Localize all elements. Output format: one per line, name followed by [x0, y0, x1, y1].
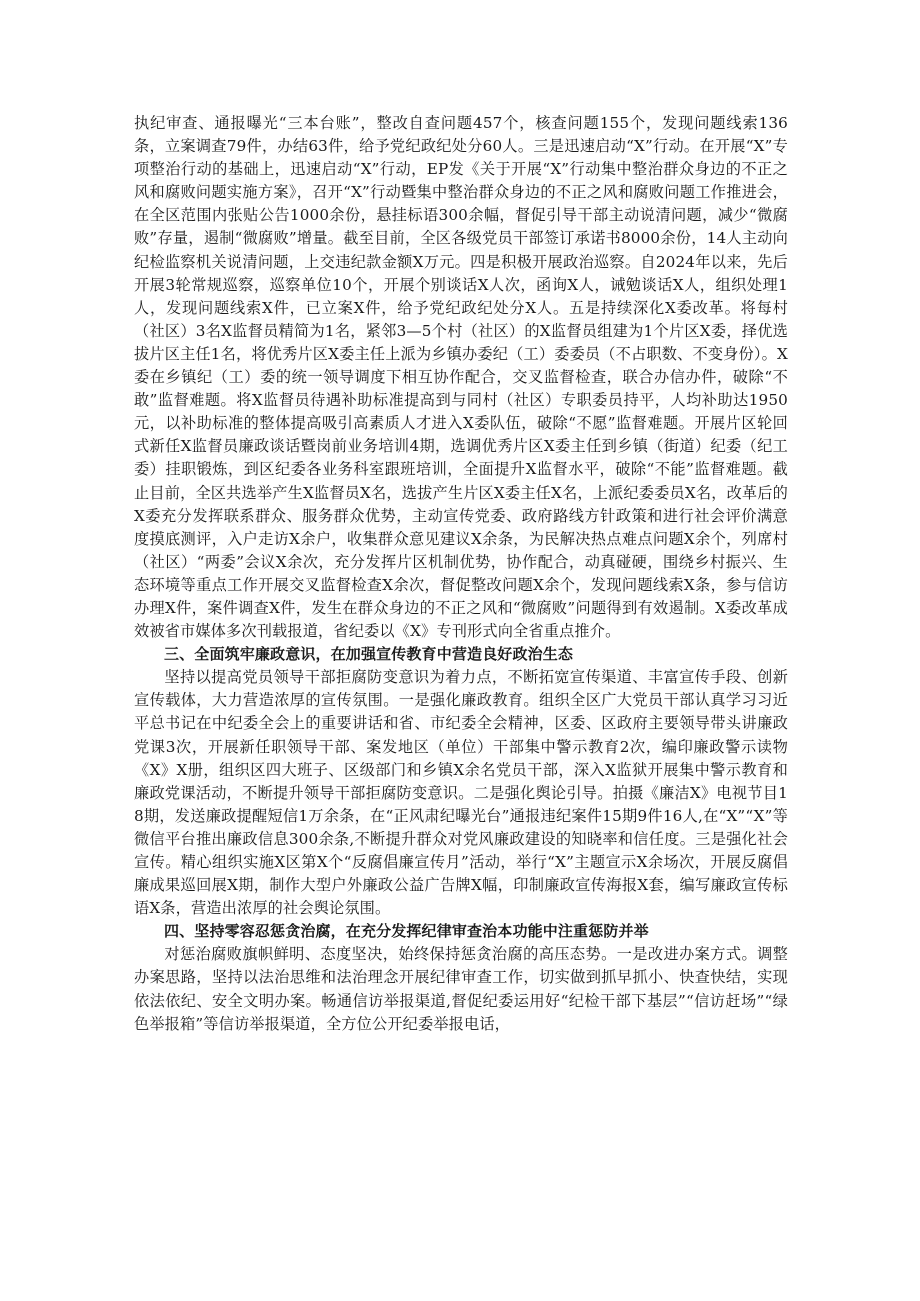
section-heading-4: 四、坚持零容忍惩贪治腐，在充分发挥纪律审查治本功能中注重惩防并举 — [164, 922, 649, 941]
section-heading-3: 三、全面筑牢廉政意识，在加强宣传教育中营造良好政治生态 — [164, 645, 574, 664]
body-paragraph-4: 对惩治腐败旗帜鲜明、态度坚决，始终保持惩贪治腐的高压态势。一是改进办案方式。调整办案思路，坚持以法治思维和法治理念开展纪律审查工作，切实做到抓早抓小、快查快结，实现依法依纪、安全文明办案。畅通信访举报渠道,督促纪委运用好“纪检干部下基层”“信访赶场”“绿色举报箱”等信访举报渠道，全方位公开纪委举报电话， — [134, 945, 788, 1033]
document-page — [134, 112, 788, 1036]
body-paragraph-3: 坚持以提高党员领导干部拒腐防变意识为着力点，不断拓宽宣传渠道、丰富宣传手段、创新宣传载体，大力营造浓厚的宣传氛围。一是强化廉政教育。组织全区广大党员干部认真学习习近平总书记在中纪委全会上的重要讲话和省、市纪委全会精神，区委、区政府主要领导带头讲廉政党课3次，开展新任职领导干部、案发地区（单位）干部集中警示教育2次，编印廉政警示读物《X》X册，组织区四大班子、区级部门和乡镇X余名党员干部，深入X监狱开展集中警示教育和廉政党课活动，不断提升领导干部拒腐防变意识。二是强化舆论引导。拍摄《廉洁X》电视节目18期，发送廉政提醒短信1万余条，在“正风肃纪曝光台”通报违纪案件15期9件16人,在“X”“X”等微信平台推出廉政信息300余条,不断提升群众对党风廉政建设的知晓率和信任度。三是强化社会宣传。精心组织实施X区第X个“反腐倡廉宣传月”活动，举行“X”主题宣示X余场次，开展反腐倡廉成果巡回展X期，制作大型户外廉政公益广告牌X幅，印制廉政宣传海报X套，编写廉政宣传标语X条，营造出浓厚的社会舆论氛围。 — [134, 668, 788, 918]
body-paragraph-continued: 执纪审查、通报曝光“三本台账”，整改自查问题457个，核查问题155个，发现问题线索136条，立案调查79件，办结63件，给予党纪政纪处分60人。三是迅速启动“X”行动。在开展“X”专项整治行动的基础上，迅速启动“X”行动，EP发《关于开展“X”行动集中整治群众身边的不正之风和腐败问题实施方案》，召开“X”行动暨集中整治群众身边的不正之风和腐败问题工作推进会，在全区范围内张贴公告1000余份，悬挂标语300余幅，督促引导干部主动说清问题，减少“微腐败”存量，遏制“微腐败”增量。截至目前，全区各级党员干部签订承诺书8000余份，14人主动向纪检监察机关说清问题，上交违纪款金额X万元。四是积极开展政治巡察。自2024年以来，先后开展3轮常规巡察，巡察单位10个，开展个别谈话X人次，函询X人，诫勉谈话X人，组织处理1人，发现问题线索X件，已立案X件，给予党纪政纪处分X人。五是持续深化X委改革。将每村（社区）3名X监督员精简为1名，紧邻3—5个村（社区）的X监督员组建为1个片区X委，择优选拔片区主任1名，将优秀片区X委主任上派为乡镇办委纪（工）委委员（不占职数、不变身份）。X委在乡镇纪（工）委的统一领导调度下相互协作配合，交叉监督检查，联合办信办件，破除“不敢”监督难题。将X监督员待遇补助标准提高到与同村（社区）专职委员持平，人均补助达1950元，以补助标准的整体提高吸引高素质人才进入X委队伍，破除“不愿”监督难题。开展片区轮回式新任X监督员廉政谈话暨岗前业务培训4期，选调优秀片区X委主任到乡镇（街道）纪委（纪工委）挂职锻炼，到区纪委各业务科室跟班培训，全面提升X监督水平，破除“不能”监督难题。截止目前，全区共选举产生X监督员X名，选拔产生片区X委主任X名，上派纪委委员X名，改革后的X委充分发挥联系群众、服务群众优势，主动宣传党委、政府路线方针政策和进行社会评价满意度摸底测评，入户走访X余户，收集群众意见建议X余条，为民解决热点难点问题X余个，列席村（社区）“两委”会议X余次，充分发挥片区机制优势，协作配合，动真碰硬，围绕乡村振兴、生态环境等重点工作开展交叉监督检查X余次，督促整改问题X余个，发现问题线索X条，参与信访办理X件，案件调查X件，发生在群众身边的不正之风和“微腐败”问题得到有效遏制。X委改革成效被省市媒体多次刊载报道，省纪委以《X》专刊形式向全省重点推介。 — [134, 114, 789, 641]
